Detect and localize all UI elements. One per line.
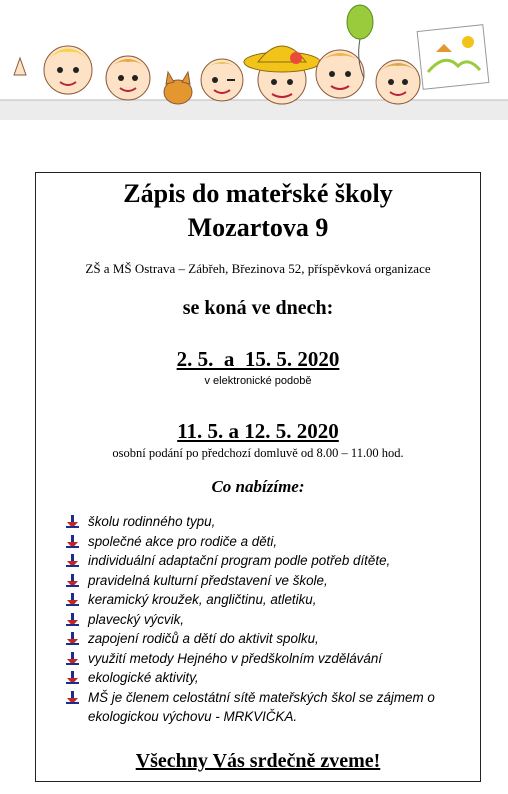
offer-item	[66, 532, 481, 552]
arrow-bullet-icon	[66, 515, 79, 528]
offer-item	[66, 610, 481, 630]
arrow-bullet-icon	[66, 691, 79, 704]
offer-item-text: využití metody Hejného v předškolním vzdělávání	[88, 650, 382, 666]
arrow-bullet-icon	[66, 593, 79, 606]
offer-item	[66, 512, 481, 532]
offer-item-text: MŠ je členem celostátní sítě mateřských škol se zájmem o ekologickou výchovu - MRKVIČKA.	[88, 689, 435, 724]
offer-item	[66, 629, 481, 649]
offer-item-text: keramický kroužek, angličtinu, atletiku,	[88, 592, 317, 607]
date-in-person: 11. 5. a 12. 5. 2020	[177, 419, 339, 443]
arrow-bullet-icon	[66, 613, 79, 626]
offer-item	[66, 590, 481, 610]
arrow-bullet-icon	[66, 671, 79, 684]
date-electronic-note: v elektronické podobě	[204, 375, 312, 387]
organization-name: ZŠ a MŠ Ostrava – Zábřeh, Březinova 52, příspěvková organizace	[85, 261, 431, 276]
enrollment-poster	[35, 172, 481, 782]
offer-item	[66, 551, 481, 571]
poster-subtitle: Mozartova 9	[187, 213, 329, 242]
offer-item	[66, 649, 481, 669]
offer-item-text: individuální adaptační program podle potřeb dítěte,	[88, 553, 391, 568]
date-in-person-note: osobní podání po předchozí domluvě od 8.00 – 11.00 hod.	[112, 446, 404, 460]
offer-item-text: plavecký výcvik,	[88, 611, 184, 627]
offer-item-text: pravidelná kulturní představení ve škole,	[88, 572, 328, 588]
date-electronic: 2. 5. a 15. 5. 2020	[176, 347, 340, 371]
offer-item	[66, 688, 481, 727]
poster-title: Zápis do mateřské školy	[123, 179, 393, 208]
arrow-bullet-icon	[66, 554, 79, 567]
closing-invitation: Všechny Vás srdečně zveme!	[135, 750, 381, 772]
when-heading: se koná ve dnech:	[182, 297, 334, 319]
offer-item	[66, 668, 481, 688]
offer-heading: Co nabízíme:	[211, 477, 305, 496]
offer-item-text: školu rodinného typu,	[88, 514, 216, 529]
offer-list	[66, 512, 481, 727]
offer-item	[66, 571, 481, 591]
offer-item-text: společné akce pro rodiče a děti,	[88, 533, 278, 549]
offer-item-text: zapojení rodičů a dětí do aktivit spolku,	[88, 631, 319, 646]
children-banner-illustration	[0, 0, 508, 130]
arrow-bullet-icon	[66, 632, 79, 645]
arrow-bullet-icon	[66, 535, 79, 548]
arrow-bullet-icon	[66, 652, 79, 665]
offer-item-text: ekologické aktivity,	[88, 670, 199, 685]
arrow-bullet-icon	[66, 574, 79, 587]
